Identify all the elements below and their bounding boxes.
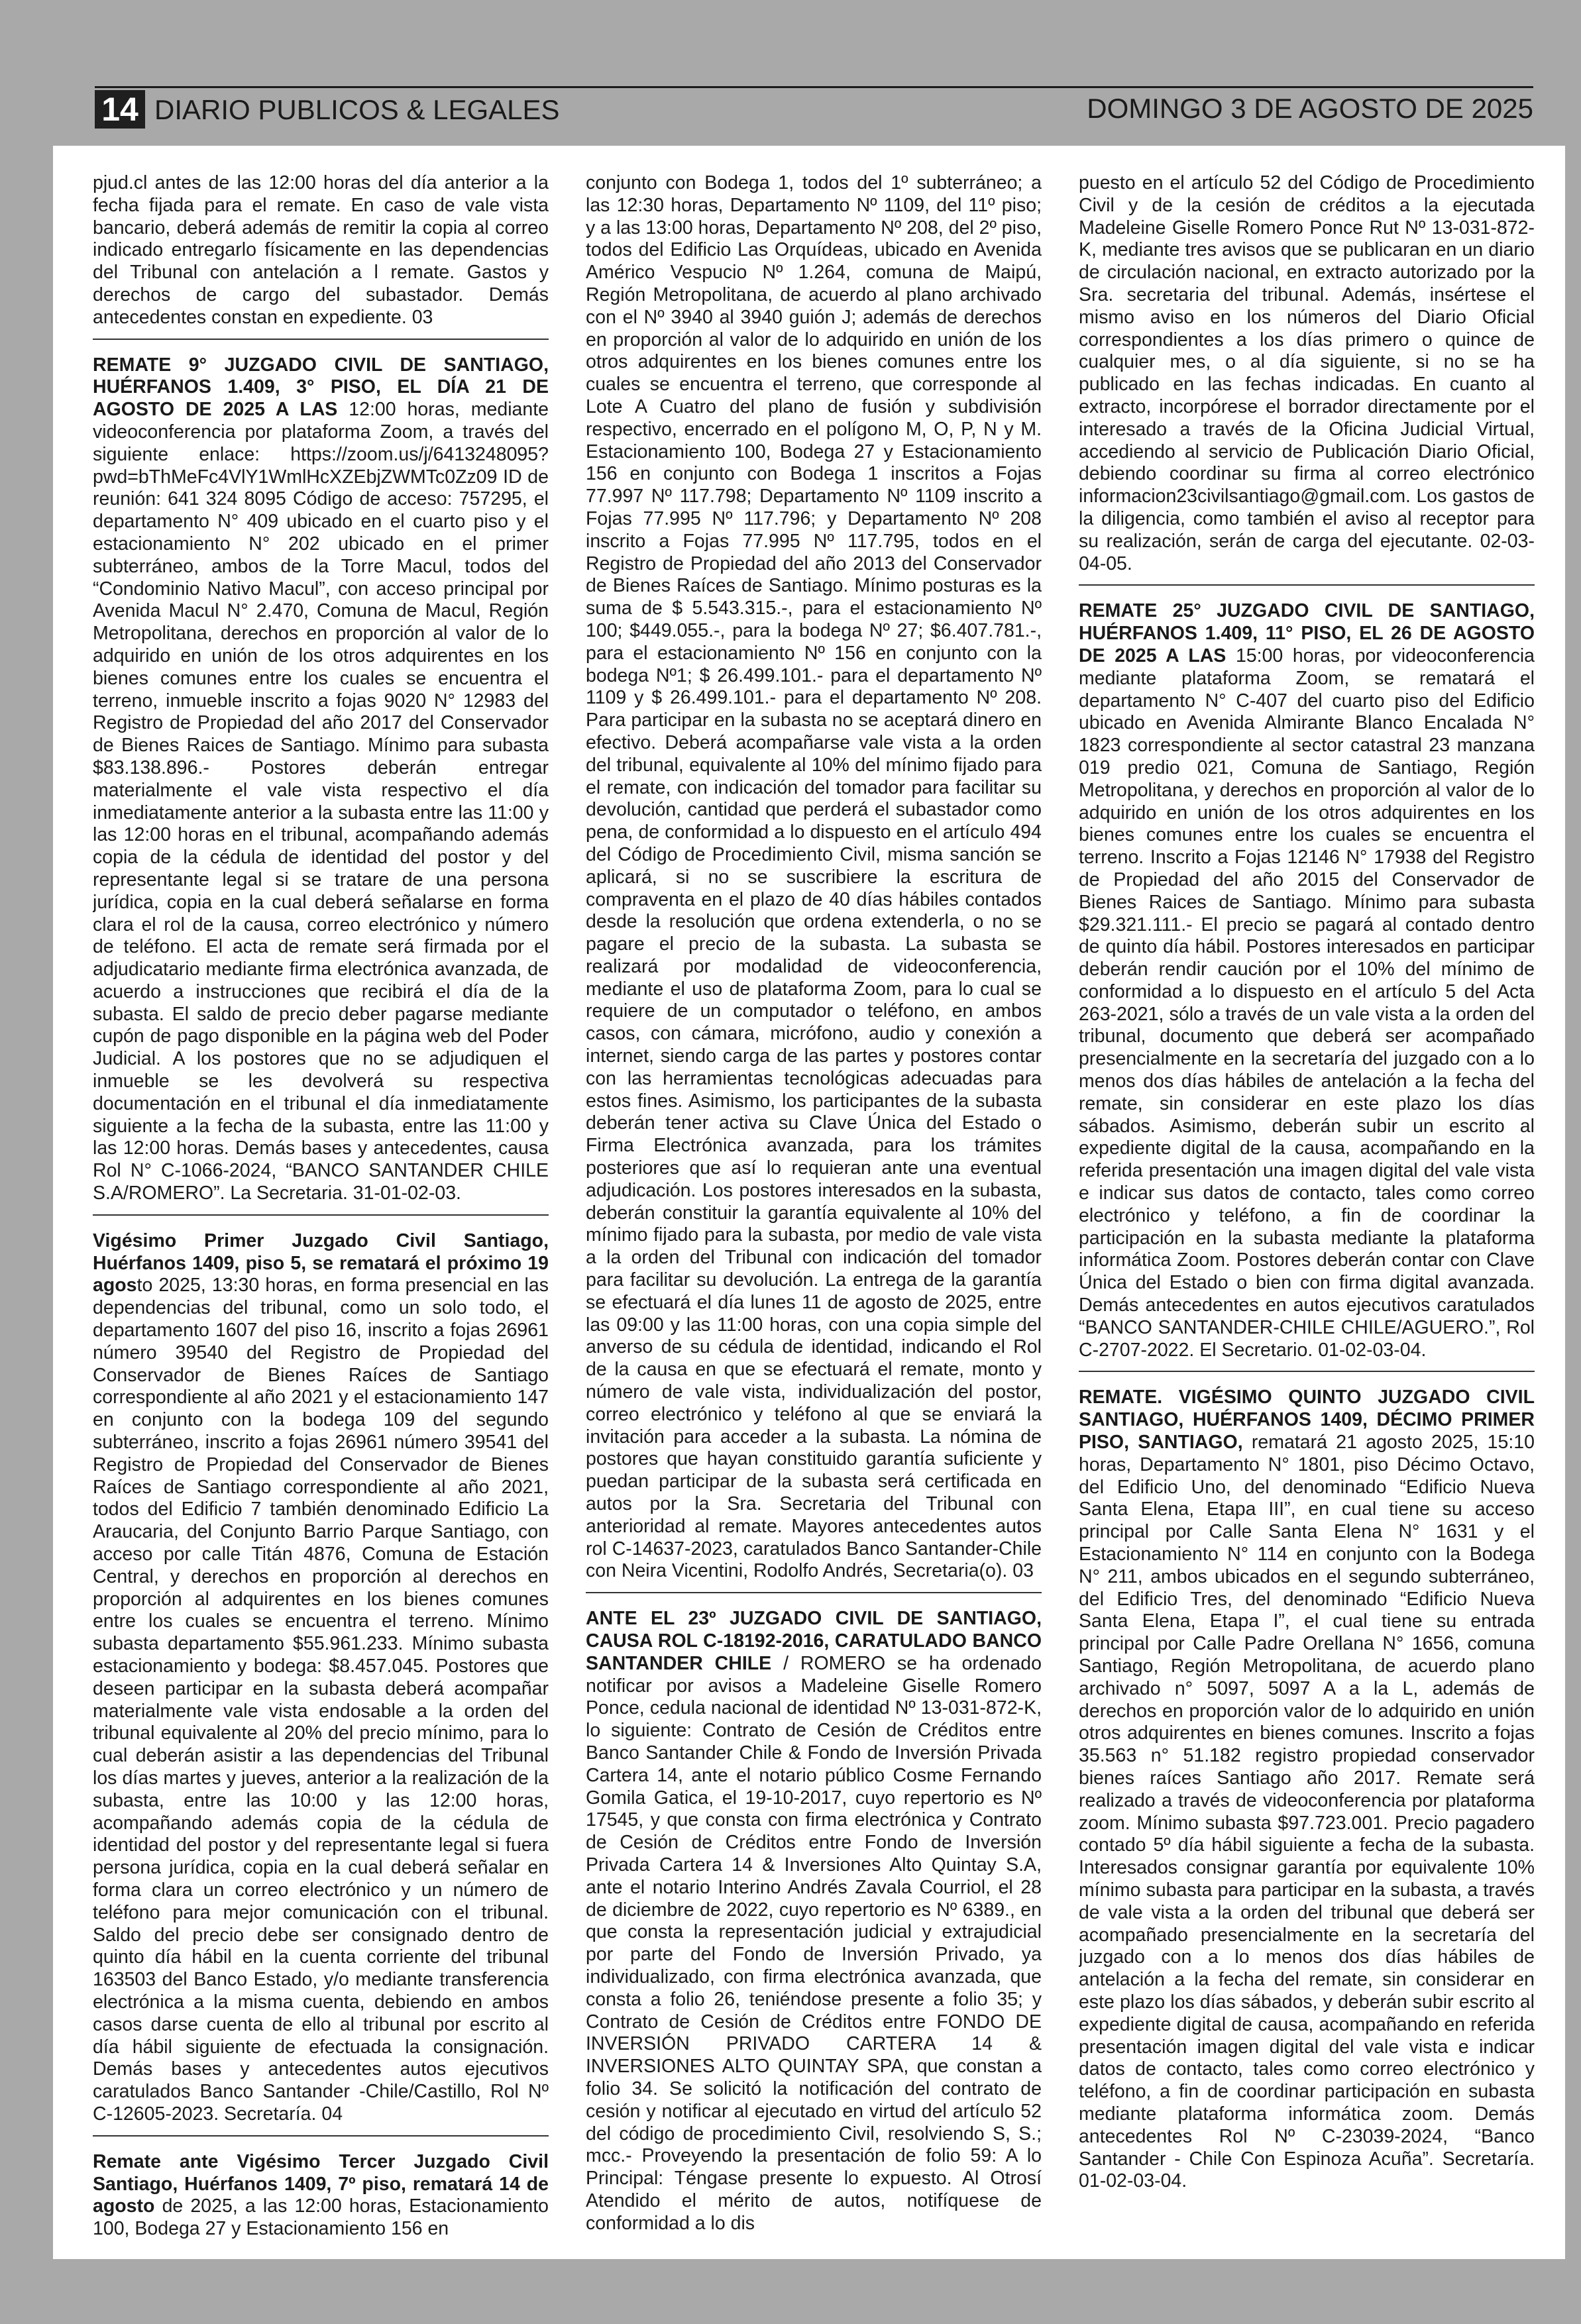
notice-body: to 2025, 13:30 horas, en forma presencial en las dependencias del tribunal, como un solo todo, el departamento 1607 del piso 16, inscrito a fojas 26961 número 39540 del Registro de Propiedad del Conservador de Bienes Raíces de Santiago correspondiente al año 2021 y el estacionamiento 147 en conjunto con la bodega 109 del segundo subterráneo, inscrito a fojas 26961 número 39541 del Registro de Propiedad del Conservador de Bienes Raíces de Santiago correspondiente al año 2021, todos del Edificio 7 también denominado Edificio La Araucaria, del Conjunto Barrio Parque Santiago, con acceso por calle Titán 4876, Comuna de Estación Central, y derechos en proporción al derechos en proporción al adquirentes en los bienes comunes entre los cuales se encuentra el terreno. Mínimo subasta departamento $55.961.233. Mínimo subasta estacionamiento y bodega: $8.457.045. Postores que deseen participar en la subasta deberá acompañar materialmente vale vista endosable a la orden del tribunal equivalente al 20% del precio mínimo, para lo cual deberán asistir a las dependencias del Tribunal los días martes y jueves, anterior a la realización de la subasta, entre las 10:00 y las 12:00 horas, acompañando además copia de la cédula de identidad del postor y del representante legal si fuera persona jurídica, copia en la cual deberá señalar en forma clara un correo electrónico y un número de teléfono para mejor comunicación con el tribunal. Saldo del precio debe ser consignado dentro de quinto día hábil en la cuenta corriente del tribunal 163503 del Banco Estado, y/o mediante transferencia electrónica a la misma cuenta, debiendo en ambos casos darse cuenta de ello al tribunal por escrito al día hábil siguiente de efectuada la consignación. Demás bases y antecedentes autos ejecutivos caratulados Banco Santander -Chile/Castillo, Rol Nº C-12605-2023. Secretaría. 04 (93, 1275, 549, 2125)
divider (93, 1214, 549, 1216)
notice-remate-25-juzgado (1079, 600, 1535, 1361)
notice-heading: REMATE 25° JUZGADO CIVIL DE SANTIAGO, HUÉRFANOS 1.409, 11° PISO, EL 26 DE AGOSTO DE 2025 A LAS (1079, 600, 1535, 666)
notice-remate-9-juzgado (93, 354, 549, 1205)
column-2 (586, 172, 1042, 2246)
notice-heading: Vigésimo Primer Juzgado Civil Santiago, Huérfanos 1409, piso 5, se rematará el próximo 19 agos (93, 1230, 549, 1296)
notice-heading: REMATE 9° JUZGADO CIVIL DE SANTIAGO, HUÉRFANOS 1.409, 3° PISO, EL DÍA 21 DE AGOSTO DE 2025 A LAS (93, 354, 549, 421)
notice-heading: Remate ante Vigésimo Tercer Juzgado Civil Santiago, Huérfanos 1409, 7º piso, rematará 14 de agosto (93, 2150, 549, 2217)
notice-body: / ROMERO se ha ordenado notificar por avisos a Madeleine Giselle Romero Ponce, cedula nacional de identidad Nº 13-031-872-K, lo siguiente: Contrato de Cesión de Créditos entre Banco Santander Chile & Fondo de Inversión Privada Cartera 14, ante el notario público Cosme Fernando Gomila Gatica, el 19-10-2017, cuyo repertorio es Nº 17545, y que consta con firma electrónica y Contrato de Cesión de Créditos entre Fondo de Inversión Privada Cartera 14 & Inversiones Alto Quintay S.A, ante el notario Interino Andrés Zavala Courriol, el 28 de diciembre de 2022, cuyo repertorio es Nº 6389., en que consta la representación judicial y extrajudicial por parte del Fondo de Inversión Privado, ya individualizado, con firma electrónica avanzada, que consta a folio 26, teniéndose presente a folio 35; y Contrato de Cesión de Créditos entre FONDO DE INVERSIÓN PRIVADO CARTERA 14 & INVERSIONES ALTO QUINTAY SPA, que constan a folio 34. Se solicitó la notificación del contrato de cesión y notificar al ejecutado en virtud del artículo 52 del código de procedimiento Civil, resolviendo S, S.; mcc.- Proveyendo la presentación de folio 59: A lo Principal: Téngase presente lo expuesto. Al Otrosí Atendido el mérito de autos, notifíquese de conformidad a lo dis (586, 1652, 1042, 2234)
page-number: 14 (95, 90, 145, 129)
page-content (53, 146, 1565, 2259)
divider (93, 339, 549, 340)
notice-23-juzgado-notificacion (586, 1608, 1042, 2235)
notice-vigesimo-primer-juzgado (93, 1230, 549, 2126)
notice-continued: conjunto con Bodega 1, todos del 1º subterráneo; a las 12:30 horas, Departamento Nº 1109, del 11º piso; y a las 13:00 horas, Departamento Nº 208, del 2º piso, todos del Edificio Las Orquídeas, ubicado en Avenida Américo Vespucio Nº 1.264, comuna de Maipú, Región Metropolitana, de acuerdo al plano archivado con el Nº 3940 al 3940 guión J; además de derechos en proporción al valor de lo adquirido en unión de los otros adquirentes en los bienes comunes entre los cuales se encuentra el terreno, que corresponde al Lote A Cuatro del plano de fusión y subdivisión respectivo, encerrado en el polígono M, O, P, N y M. Estacionamiento 100, Bodega 27 y Estacionamiento 156 en conjunto con Bodega 1 inscritos a Fojas 77.997 Nº 117.798; Departamento Nº 1109 inscrito a Fojas 77.995 Nº 117.796; y Departamento Nº 208 inscrito a Fojas 77.995 Nº 117.795, todos en el Registro de Propiedad del año 2013 del Conservador de Bienes Raíces de Santiago. Mínimo posturas es la suma de $ 5.543.315.-, para el estacionamiento Nº 100; $449.055.-, para la bodega Nº 27; $6.407.781.-, para el estacionamiento Nº 156 en conjunto con la bodega Nº1; $ 26.499.101.- para el departamento Nº 1109 y $ 26.499.101.- para el departamento Nº 208. Para participar en la subasta no se aceptará dinero en efectivo. Deberá acompañarse vale vista a la orden del tribunal, equivalente al 10% del mínimo fijado para el remate, con indicación del tomador para facilitar su devolución, cantidad que perderá el subastador como pena, de conformidad a lo dispuesto en el artículo 494 del Código de Procedimiento Civil, misma sanción se aplicará, si no se suscribiere la escritura de compraventa en el plazo de 40 días hábiles contados desde la resolución que ordena extenderla, o no se pagare el precio de la subasta. La subasta se realizará por modalidad de videoconferencia, mediante el uso de plataforma Zoom, para lo cual se requiere de un computador o teléfono, en ambos casos, con cámara, micrófono, audio y conexión a internet, siendo carga de las partes y postores contar con las herramientas tecnológicas adecuadas para estos fines. Asimismo, los participantes de la subasta deberán tener activa su Clave Única del Estado o Firma Electrónica avanzada, para los trámites posteriores que así lo requieran ante una eventual adjudicación. Los postores interesados en la subasta, deberán constituir la garantía equivalente al 10% del mínimo fijado para la subasta, por medio de vale vista a la orden del Tribunal con indicación del tomador para facilitar su devolución. La entrega de la garantía se efectuará el día lunes 11 de agosto de 2025, entre las 09:00 y las 11:00 horas, con una copia simple del anverso de su cédula de identidad, indicando el Rol de la causa en que se efectuará el remate, monto y número de vale vista, individualización del postor, correo electrónico y teléfono al que se enviará la invitación para acceder a la subasta. La nómina de postores que hayan constituido garantía suficiente y puedan participar de la subasta será certificada en autos por la Sra. Secretaria del Tribunal con anterioridad al remate. Mayores antecedentes autos rol C-14637-2023, caratulados Banco Santander-Chile con Neira Vicentini, Rodolfo Andrés, Secretaria(o). 03 (586, 172, 1042, 1582)
notice-continued: pjud.cl antes de las 12:00 horas del día anterior a la fecha fijada para el remate. En caso de vale vista bancario, deberá además de remitir la copia al correo indicado entregarlo físicamente en las dependencias del Tribunal con antelación a l remate. Gastos y derechos de cargo del subastador. Demás antecedentes constan en expediente. 03 (93, 172, 549, 328)
divider (1079, 584, 1535, 586)
divider (586, 1592, 1042, 1593)
notice-vigesimo-quinto-juzgado (1079, 1387, 1535, 2193)
divider (1079, 1371, 1535, 1372)
divider (93, 2135, 549, 2137)
publication-date: DOMINGO 3 DE AGOSTO DE 2025 (1087, 93, 1533, 124)
notice-body: de 2025, a las 12:00 horas, Estacionamiento 100, Bodega 27 y Estacionamiento 156 en (93, 2195, 549, 2240)
notice-heading: REMATE. VIGÉSIMO QUINTO JUZGADO CIVIL SANTIAGO, HUÉRFANOS 1409, DÉCIMO PRIMER PISO, SANTIAGO, (1079, 1387, 1535, 1453)
header-rule (95, 86, 1533, 88)
column-3 (1079, 172, 1535, 2246)
notice-body: rematará 21 agosto 2025, 15:10 horas, Departamento N° 1801, piso Décimo Octavo, del Edificio Uno, del denominado “Edificio Nueva Santa Elena, Etapa III”, en cual tiene su acceso principal por Calle Santa Elena N° 1631 y el Estacionamiento N° 114 en conjunto con la Bodega N° 211, ambos ubicados en el segundo subterráneo, del Edificio Tres, del denominado “Edificio Nueva Santa Elena, Etapa I”, el cual tiene su entrada principal por Calle Padre Orellana N° 1656, comuna Santiago, Región Metropolitana, de acuerdo plano archivado n° 5097, 5097 A a la L, además de derechos en proporción valor de lo adquirido en unión otros adquirentes en bienes comunes. Inscrito a fojas 35.563 n° 51.182 registro propiedad conservador bienes raíces Santiago año 2017. Remate será realizado a través de videoconferencia por plataforma zoom. Mínimo subasta $97.723.001. Precio pagadero contado 5º día hábil siguiente a fecha de la subasta. Interesados consignar garantía por equivalente 10% mínimo subasta para participar en la subasta, a través de vale vista a la orden del tribunal que deberá ser acompañado presencialmente en la secretaría del juzgado con a lo menos dos días hábiles de antelación a la fecha del remate, sin considerar en este plazo los días sábados, y deberán subir escrito al expediente digital de causa, acompañando en referida presentación imagen digital del vale vista e indicar datos de contacto, tales como correo electrónico y teléfono, a fin de coordinar participación en subasta mediante plataforma informática zoom. Demás antecedentes Rol Nº C-23039-2024, “Banco Santander - Chile Con Espinoza Acuña”. Secretaría. 01-02-03-04. (1079, 1432, 1535, 2192)
notice-heading: ANTE EL 23º JUZGADO CIVIL DE SANTIAGO, CAUSA ROL C-18192-2016, CARATULADO BANCO SANTANDER CHILE (586, 1608, 1042, 1674)
publication-name: DIARIO PUBLICOS & LEGALES (154, 94, 560, 125)
column-1 (93, 172, 549, 2246)
notice-vigesimo-tercer-juzgado (93, 2151, 549, 2241)
notice-body: 12:00 horas, mediante videoconferencia por plataforma Zoom, a través del siguiente enlace: https://zoom.us/j/6413248095?pwd=bThMeFc4VlY1WmlHcXZEbjZWMTc0Zz09 ID de reunión: 641 324 8095 Código de acceso: 757295, el departamento N° 409 ubicado en el cuarto piso y el estacionamiento N° 202 ubicado en el primer subterráneo, ambos de la Torre Macul, todos del “Condominio Nativo Macul”, con acceso principal por Avenida Macul N° 2.470, Comuna de Macul, Región Metropolitana, derechos en proporción al valor de lo adquirido en unión de los otros adquirentes en los bienes comunes entre los cuales se encuentra el terreno, inmueble inscrito a fojas 9020 N° 12983 del Registro de Propiedad del año 2017 del Conservador de Bienes Raices de Santiago. Mínimo para subasta $83.138.896.- Postores deberán entregar materialmente el vale vista respectivo el día inmediatamente anterior a la subasta entre las 11:00 y las 12:00 horas en el tribunal, acompañando además copia de la cédula de identidad del postor y del representante legal si se tratare de una persona jurídica, copia en la cual deberá señalarse en forma clara el rol de la causa, correo electrónico y número de teléfono. El acta de remate será firmada por el adjudicatario mediante firma electrónica avanzada, de acuerdo a instrucciones que recibirá el día de la subasta. El saldo de precio deber pagarse mediante cupón de pago disponible en la página web del Poder Judicial. A los postores que no se adjudiquen el inmueble se les devolverá su respectiva documentación en el tribunal el día inmediatamente siguiente a la fecha de la subasta, entre las 11:00 y las 12:00 horas. Demás bases y antecedentes, causa Rol N° C-1066-2024, “BANCO SANTANDER CHILE S.A/ROMERO”. La Secretaria. 31-01-02-03. (93, 399, 549, 1204)
notice-continued: puesto en el artículo 52 del Código de Procedimiento Civil y de la cesión de créditos a la ejecutada Madeleine Giselle Romero Ponce Rut Nº 13-031-872-K, mediante tres avisos que se publicaran en un diario de circulación nacional, en extracto autorizado por la Sra. secretaria del tribunal. Además, insértese el mismo aviso en los números del Diario Oficial correspondientes a los días primero o quince de cualquier mes, o al día siguiente, si no se ha publicado en las fechas indicadas. En cuanto al extracto, incorpórese el borrador directamente por el interesado a través de la Oficina Judicial Virtual, accediendo al servicio de Publicación Diario Oficial, debiendo coordinar su firma al correo electrónico informacion23civilsantiago@gmail.com. Los gastos de la diligencia, como también el aviso al receptor para su realización, serán de carga del ejecutante. 02-03-04-05. (1079, 172, 1535, 574)
notice-body: 15:00 horas, por videoconferencia mediante plataforma Zoom, se rematará el departamento N° C-407 del cuarto piso del Edificio ubicado en Avenida Almirante Blanco Encalada N° 1823 correspondiente al sector catastral 23 manzana 019 predio 021, Comuna de Santiago, Región Metropolitana, y derechos en proporción al valor de lo adquirido en unión de los otros adquirentes en los bienes comunes entre los cuales se encuentra el terreno. Inscrito a Fojas 12146 N° 17938 del Registro de Propiedad del año 2015 del Conservador de Bienes Raices de Santiago. Mínimo para subasta $29.321.111.- El precio se pagará al contado dentro de quinto día hábil. Postores interesados en participar deberán rendir caución por el 10% del mínimo de conformidad a lo dispuesto en el artículo 5 del Acta 263-2021, sólo a través de un vale vista a la orden del tribunal, documento que deberá ser acompañado presencialmente en la secretaría del juzgado con a lo menos dos días hábiles de antelación a la fecha del remate, sin considerar en este plazo los días sábados. Asimismo, deberán subir un escrito al expediente digital de la causa, acompañando en la referida presentación una imagen digital del vale vista e indicar sus datos de contacto, tales como correo electrónico y teléfono, a fin de coordinar la participación en la subasta mediante la plataforma informática Zoom. Postores deberán contar con Clave Única del Estado o bien con firma digital avanzada. Demás antecedentes en autos ejecutivos caratulados “BANCO SANTANDER-CHILE CHILE/AGUERO.”, Rol C-2707-2022. El Secretario. 01-02-03-04. (1079, 645, 1535, 1361)
page-header (95, 86, 1533, 127)
